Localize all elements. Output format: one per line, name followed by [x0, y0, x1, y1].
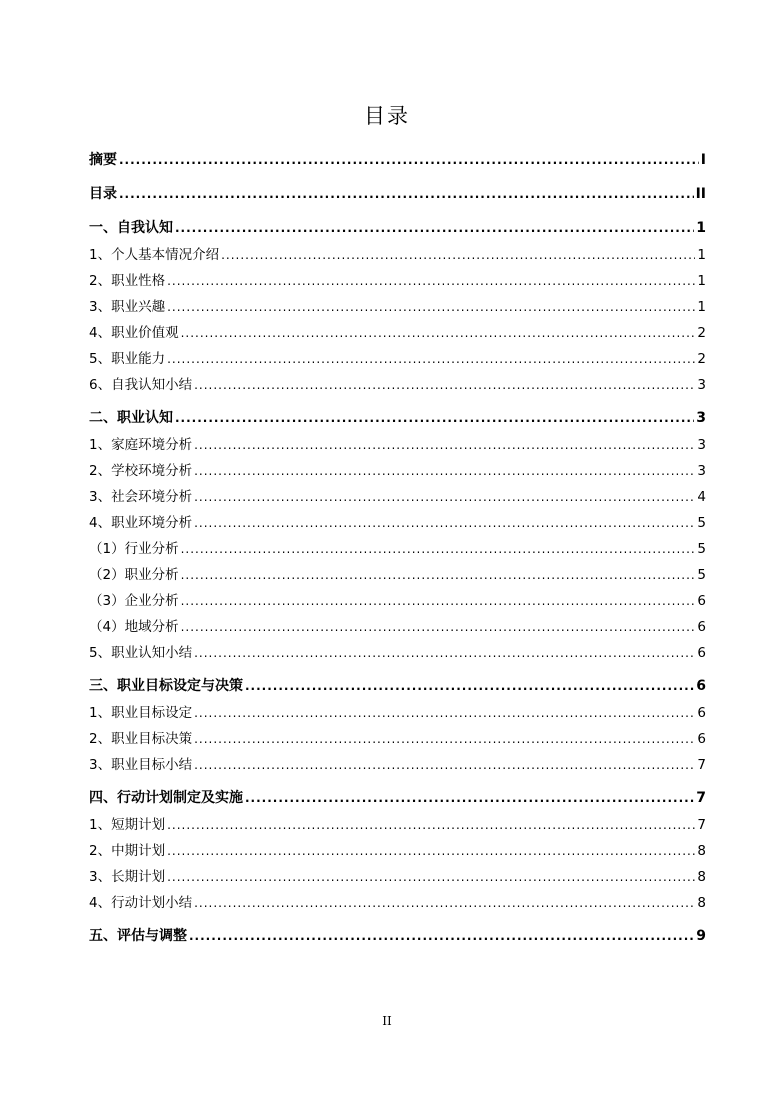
toc-section-entry[interactable] — [89, 511, 706, 537]
toc-leader-dots — [194, 646, 695, 660]
toc-entry-label: 一、自我认知 — [89, 220, 173, 236]
toc-section-entry[interactable] — [89, 727, 706, 753]
toc-leader-dots — [189, 929, 694, 943]
toc-section-entry[interactable] — [89, 865, 706, 891]
toc-leader-dots — [167, 818, 695, 832]
toc-entry-label: （3）企业分析 — [89, 593, 179, 609]
toc-leader-dots — [194, 732, 695, 746]
toc-section-entry[interactable] — [89, 537, 706, 563]
toc-entry-label: 4、行动计划小结 — [89, 895, 193, 911]
toc-entry-page-number: 3 — [697, 437, 706, 453]
toc-entry-label: 4、职业价值观 — [89, 325, 179, 341]
toc-entry-page-number: 9 — [696, 928, 706, 944]
toc-leader-dots — [119, 153, 699, 167]
toc-section-entry[interactable] — [89, 459, 706, 485]
toc-leader-dots — [194, 896, 695, 910]
toc-entry-label: 3、长期计划 — [89, 869, 166, 885]
toc-entry-page-number: 8 — [697, 843, 706, 859]
toc-entry-label: 3、职业兴趣 — [89, 299, 166, 315]
toc-entry-label: 5、职业能力 — [89, 351, 166, 367]
toc-entry-page-number: 6 — [697, 705, 706, 721]
toc-entry-page-number: 1 — [696, 220, 706, 236]
toc-entry-label: 1、个人基本情况介绍 — [89, 247, 220, 263]
toc-leader-dots — [245, 679, 694, 693]
toc-section-entry[interactable] — [89, 347, 706, 373]
toc-entry-page-number: 1 — [697, 273, 706, 289]
toc-leader-dots — [167, 844, 695, 858]
toc-leader-dots — [194, 438, 695, 452]
toc-section-entry[interactable] — [89, 701, 706, 727]
toc-entry-label: 4、职业环境分析 — [89, 515, 193, 531]
toc-entry-page-number: 7 — [696, 790, 706, 806]
toc-entry-page-number: 5 — [697, 567, 706, 583]
toc-entry-page-number: 6 — [697, 731, 706, 747]
toc-chapter-entry[interactable] — [89, 925, 706, 951]
toc-leader-dots — [194, 378, 695, 392]
toc-leader-dots — [221, 248, 695, 262]
toc-entry-label: （1）行业分析 — [89, 541, 179, 557]
toc-leader-dots — [245, 791, 694, 805]
toc-entry-label: 四、行动计划制定及实施 — [89, 790, 243, 806]
toc-entry-page-number: 5 — [697, 541, 706, 557]
table-of-contents — [89, 149, 706, 951]
toc-entry-page-number: 8 — [697, 895, 706, 911]
toc-entry-label: 3、社会环境分析 — [89, 489, 193, 505]
toc-entry-label: 2、学校环境分析 — [89, 463, 193, 479]
toc-entry-label: 三、职业目标设定与决策 — [89, 678, 243, 694]
toc-chapter-entry[interactable] — [89, 675, 706, 701]
toc-leader-dots — [194, 516, 695, 530]
toc-section-entry[interactable] — [89, 641, 706, 667]
toc-entry-label: 二、职业认知 — [89, 410, 173, 426]
toc-leader-dots — [181, 594, 696, 608]
toc-entry-page-number: 6 — [697, 619, 706, 635]
toc-section-entry[interactable] — [89, 433, 706, 459]
toc-entry-page-number: 2 — [697, 325, 706, 341]
toc-leader-dots — [119, 187, 694, 201]
toc-section-entry[interactable] — [89, 753, 706, 779]
toc-section-entry[interactable] — [89, 269, 706, 295]
toc-section-entry[interactable] — [89, 321, 706, 347]
toc-leader-dots — [167, 352, 695, 366]
toc-entry-label: （4）地域分析 — [89, 619, 179, 635]
toc-entry-page-number: 1 — [697, 247, 706, 263]
toc-entry-page-number: 2 — [697, 351, 706, 367]
toc-leader-dots — [194, 490, 695, 504]
toc-leader-dots — [181, 568, 696, 582]
toc-leader-dots — [194, 464, 695, 478]
toc-entry-page-number: I — [700, 152, 706, 168]
toc-leader-dots — [181, 542, 696, 556]
toc-entry-label: 2、职业目标决策 — [89, 731, 193, 747]
toc-section-entry[interactable] — [89, 295, 706, 321]
toc-leader-dots — [175, 221, 694, 235]
toc-entry-label: 1、家庭环境分析 — [89, 437, 193, 453]
toc-entry-page-number: 6 — [696, 678, 706, 694]
toc-leader-dots — [181, 326, 696, 340]
toc-entry-page-number: 3 — [697, 377, 706, 393]
toc-entry-label: 2、职业性格 — [89, 273, 166, 289]
toc-entry-label: 五、评估与调整 — [89, 928, 187, 944]
toc-entry-page-number: 4 — [697, 489, 706, 505]
toc-entry-page-number: 6 — [697, 645, 706, 661]
toc-entry-page-number: 3 — [696, 410, 706, 426]
toc-leader-dots — [175, 411, 694, 425]
toc-section-entry[interactable] — [89, 813, 706, 839]
toc-entry-label: 目录 — [89, 186, 117, 202]
toc-entry-page-number: 3 — [697, 463, 706, 479]
toc-section-entry[interactable] — [89, 615, 706, 641]
toc-leader-dots — [167, 870, 695, 884]
toc-chapter-entry[interactable] — [89, 787, 706, 813]
toc-chapter-entry[interactable] — [89, 407, 706, 433]
page-title: 目录 — [364, 104, 410, 128]
toc-entry-page-number: 1 — [697, 299, 706, 315]
toc-entry-label: （2）职业分析 — [89, 567, 179, 583]
toc-entry-page-number: 7 — [697, 757, 706, 773]
toc-section-entry[interactable] — [89, 839, 706, 865]
toc-entry-label: 5、职业认知小结 — [89, 645, 193, 661]
toc-section-entry[interactable] — [89, 589, 706, 615]
toc-entry-label: 1、职业目标设定 — [89, 705, 193, 721]
footer-page-number: II — [382, 1014, 392, 1028]
toc-entry-label: 6、自我认知小结 — [89, 377, 193, 393]
toc-entry-page-number: 5 — [697, 515, 706, 531]
toc-entry-label: 3、职业目标小结 — [89, 757, 193, 773]
toc-chapter-entry[interactable] — [89, 149, 706, 175]
toc-section-entry[interactable] — [89, 563, 706, 589]
toc-entry-page-number: II — [695, 186, 706, 202]
toc-entry-page-number: 7 — [697, 817, 706, 833]
toc-chapter-entry[interactable] — [89, 183, 706, 209]
toc-section-entry[interactable] — [89, 373, 706, 399]
toc-entry-label: 1、短期计划 — [89, 817, 166, 833]
toc-entry-label: 摘要 — [89, 152, 117, 168]
toc-section-entry[interactable] — [89, 485, 706, 511]
toc-leader-dots — [167, 274, 695, 288]
toc-section-entry[interactable] — [89, 243, 706, 269]
toc-section-entry[interactable] — [89, 891, 706, 917]
toc-leader-dots — [181, 620, 696, 634]
toc-chapter-entry[interactable] — [89, 217, 706, 243]
toc-leader-dots — [167, 300, 695, 314]
toc-entry-page-number: 6 — [697, 593, 706, 609]
toc-leader-dots — [194, 706, 695, 720]
toc-leader-dots — [194, 758, 695, 772]
toc-entry-page-number: 8 — [697, 869, 706, 885]
toc-entry-label: 2、中期计划 — [89, 843, 166, 859]
